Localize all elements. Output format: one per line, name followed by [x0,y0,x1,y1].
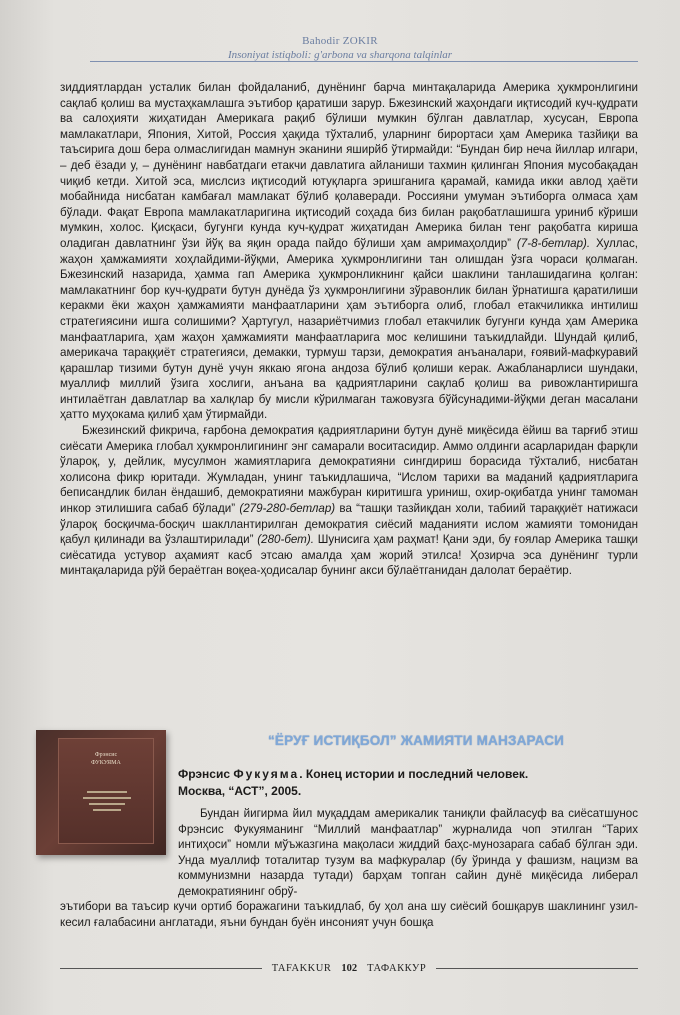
reference-book-title: . Конец истории и последний человек. [299,767,529,781]
running-header [0,34,680,62]
section-paragraph-continued: эътибори ва таъсир кучи ортиб боражагини таъкидлаб, бу ҳол ана шу сиёсий бошқарув шаклининг узил-кесил ғалабасини англатади, яъни бундан буён инсоният учун бошқа [60,900,638,929]
reference-author-last: Фукуяма [233,767,300,781]
book-reference [178,766,638,800]
footer-journal-latin: TAFAKKUR [271,962,332,974]
header-author: Bahodir ZOKIR [302,35,378,47]
paragraph-1 [60,80,638,423]
header-subtitle: Insoniyat istiqboli: g'arbona va sharqona talqinlar [227,49,453,61]
page-footer [60,960,638,976]
page-number: 102 [341,962,358,974]
paragraph-2-reference-1: (279-280-бетлар) [235,502,336,516]
footer-rule-left [60,968,262,969]
paragraph-2-part-b: ва “ташқи тазйиқдан холи, табиий тараққиёт натижаси ўлароқ босқичма-босқич шакллантирилган демократия сиёсий маданияти ислом жамияти томонидан қабул қилинади ва ўзлаштирилади” [60,502,638,547]
paragraph-1-part-b: Хуллас, жаҳон ҳамжамияти хоҳлайдими-йўқми, Америка ҳукмронлигини тан олишдан ўзга чораси қолмаган. Бжезинский назарида, ҳамма гап Америка ҳукмронликнинг қайси шаклини танлашидагина қолган: мамлакатнинг бор куч-қудрати бутун дунёда ўз ҳукмронлигини зўравонлик билан ўрнатишга қаратилиши керакми ёки жаҳон ҳамжамияти манфаатларини ҳам эътиборга олиб, глобал етакчиликка интилиш стратегиясини ишга солишими? Ҳартугул, назариётчимиз глобал етакчилик бугунги кунда ҳам Америка манфаатларига, ҳам жаҳон ҳамжамияти манфаатларига мос келишини таъкидлайди. Шундай қилиб, америкача тараққиёт стратегияси, демакки, турмуш тарзи, демократия анъаналари, ғоявий-мафкуравий қарашлар тизими бутун дунё учун яккаю ягона андоза бўлиб қолиши керак. Ажабланарлиси шундаки, муаллиф миллий ўзига хослиги, анъана ва қадриятларини сақлаб қолиш ва ривожлантиришга интилаётган давлатлар ва халқлар бу мисли кўрилмаган тажовузга бўйсунадими-йўқми деган масалани ҳатто муҳокама қилиб ҳам ўтирмайди. [60,236,638,422]
paragraph-2 [60,423,638,579]
header-rule [90,61,638,62]
paragraph-2-reference-2: (280-бет). [253,533,314,547]
book-cover-image [36,730,166,855]
footer-journal-cyrillic: ТАФАККУР [367,962,427,974]
paragraph-1-reference: (7-8-бетлар). [511,236,591,250]
reference-author-first: Фрэнсис [178,767,234,781]
book-cover-title-decoration [59,791,155,831]
reference-publisher: Москва, “АСТ”, 2005. [178,784,302,798]
book-cover-title-graphic [59,791,153,833]
paragraph-2-part-a: Бжезинский фикрича, ғарбона демократия қадриятларини бутун дунё миқёсида ёйиш ва тарғиб этиш сиёсати Америка глобал ҳукмронлигининг энг самарали воситасидир. Аммо олдинги асарларидан фарқли ўлароқ, у, дейлик, мусулмон жамиятларига демократияни сингдириш борасида тўхталиб, нисбатан холисона фикр юритади. Жумладан, унинг таъкидлашича, “Ислом тарихи ва маданий қадриятларига беписандлик билан ёндашиб, демократияни мажбуран киритишга уриниш, охир-оқибатда унинг тамоман инкор этилишига сабаб бўлади” [60,424,638,516]
book-cover [58,738,154,844]
section-title: “ЁРУҒ ИСТИҚБОЛ” ЖАМИЯТИ МАНЗАРАСИ [267,733,565,748]
paragraph-2-part-c: Шунисига ҳам раҳмат! Қани эди, бу ғоялар Америка ташқи сиёсатида устувор аҳамият касб этсаю амалда ҳам жорий этилса! Ҳозирча эса дунёнинг турли минтақаларида рўй бераётган воқеа-ҳодисалар бунинг акси бўлаётганидан далолат бераётир. [60,533,638,578]
paragraph-1-part-a: зиддиятлардан усталик билан фойдаланиб, дунёнинг барча минтақаларида Америка ҳукмронлигини сақлаб қолиш ва мустаҳкамлашга эътибор қаратиши зарур. Бжезинский жаҳондаги иқтисодий куч-қудрати ва салоҳияти жиҳатидан Америкага рақиб бўлиши мумкин бўлган давлатлар, хусусан, Европа мамлакатлари, Япония, Хитой, Россия ҳақида тўхталиб, уларнинг бирортаси ҳам Америка тазйиқи ва таъсирига дош бера олмаслигидан мамнун эканини яширйб ўтирмайди: “Бундан бир неча йиллар илгари, – деб ёзади у, – дунёнинг навбатдаги етакчи давлатига айланиши тахмин қилинган Япония мусобақадан чиқиб кетди. Хитой эса, мислсиз иқтисодий ютуқларга эришганига қарамай, камида икки авлод ҳаёти мобайнида нисбатан камбағал мамлакат бўлиб қолаверади. Россияни умуман эътиборга олмаса ҳам бўлади. Фақат Европа мамлакатларигина иқтисодий соҳада биз билан рақобатлашишга уриниб кўриши мумкин, холос. Қисқаси, бугунги кунда куч-қудрат жиҳатидан Америка билан тенг рақобатга кириша оладиган давлатнинг ўзи йўқ ва яқин орада пайдо бўлиши ҳам амримаҳолдир” [60,81,638,250]
section-paragraph: Бундан йигирма йил муқаддам америкалик таниқли файласуф ва сиёсатшунос Фрэнсис Фукуяманинг “Миллий манфаатлар” журналида чоп этилган “Тарих интиҳоси” номли мўъжазгина мақоласи жиддий баҳс-мунозарага сабаб бўлган эди. Унда муаллиф тоталитар тузум ва мафкуралар (бу ўринда у фашизм, нацизм ва коммунизмни назарда тутади) барҳам топган сайин дунё миқёсида либерал демократиянинг обрў- [178,807,638,898]
book-reference-line-1 [178,766,638,783]
footer-rule-right [436,968,638,969]
main-text [60,80,638,579]
book-cover-author: Фрэнсис ФУКУЯМА [91,752,121,766]
